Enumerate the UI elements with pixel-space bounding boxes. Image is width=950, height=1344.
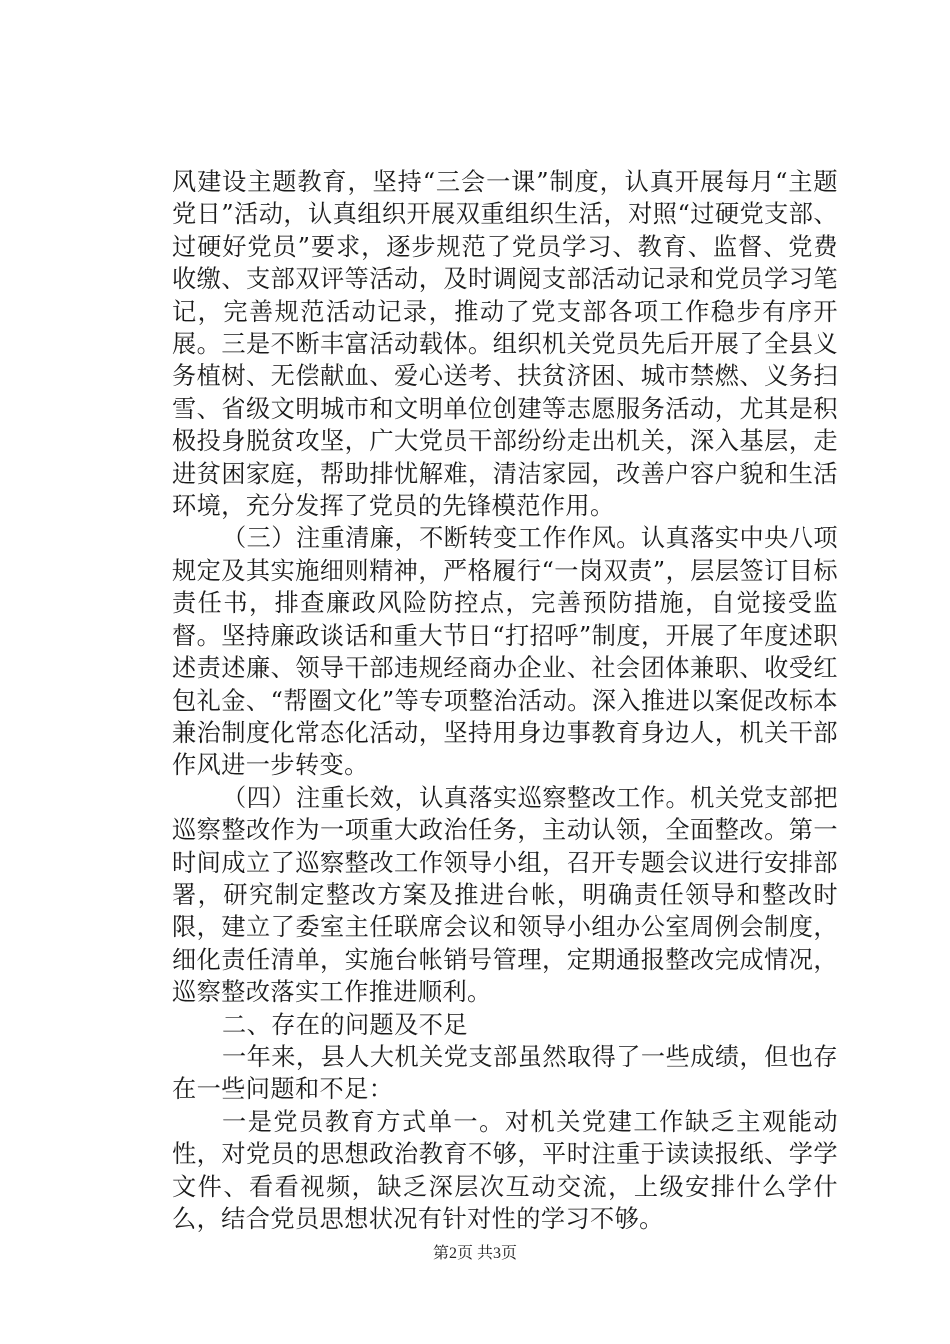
paragraph-5: 一是党员教育方式单一。对机关党建工作缺乏主观能动性，对党员的思想政治教育不够，平时注重于读读报纸、学学文件、看看视频，缺乏深层次互动交流，上级安排什么学什么，结合党员思想状况有针对性的学习不够。 [172,1107,838,1233]
section-heading: 二、存在的问题及不足 [222,1010,468,1039]
paragraph-3: （四）注重长效，认真落实巡察整改工作。机关党支部把巡察整改作为一项重大政治任务，主动认领，全面整改。第一时间成立了巡察整改工作领导小组，召开专题会议进行安排部署，研究制定整改方案及推进台帐，明确责任领导和整改时限，建立了委室主任联席会议和领导小组办公室周例会制度，细化责任清单，实施台帐销号管理，定期通报整改完成情况，巡察整改落实工作推进顺利。 [172,783,838,1007]
paragraph-1: 风建设主题教育，坚持“三会一课”制度，认真开展每月“主题党日”活动，认真组织开展双重组织生活，对照“过硬党支部、过硬好党员”要求，逐步规范了党员学习、教育、监督、党费收缴、支部双评等活动，及时调阅支部活动记录和党员学习笔记，完善规范活动记录，推动了党支部各项工作稳步有序开展。三是不断丰富活动载体。组织机关党员先后开展了全县义务植树、无偿献血、爱心送考、扶贫济困、城市禁燃、义务扫雪、省级文明城市和文明单位创建等志愿服务活动，尤其是积极投身脱贫攻坚，广大党员干部纷纷走出机关，深入基层，走进贫困家庭，帮助排忧解难，清洁家园，改善户容户貌和生活环境，充分发挥了党员的先锋模范作用。 [172,168,838,521]
document-body [172,166,838,1235]
paragraph-2: （三）注重清廉，不断转变工作作风。认真落实中央八项规定及其实施细则精神，严格履行“一岗双责”，层层签订目标责任书，排查廉政风险防控点，完善预防措施，自觉接受监督。坚持廉政谈话和重大节日“打招呼”制度，开展了年度述职述责述廉、领导干部违规经商办企业、社会团体兼职、收受红包礼金、“帮圈文化”等专项整治活动。深入推进以案促改标本兼治制度化常态化活动，坚持用身边事教育身边人，机关干部作风进一步转变。 [172,524,838,780]
paragraph-4: 一年来，县人大机关党支部虽然取得了一些成绩，但也存在一些问题和不足： [172,1042,838,1104]
page-footer: 第2页 共3页 [432,1245,517,1262]
